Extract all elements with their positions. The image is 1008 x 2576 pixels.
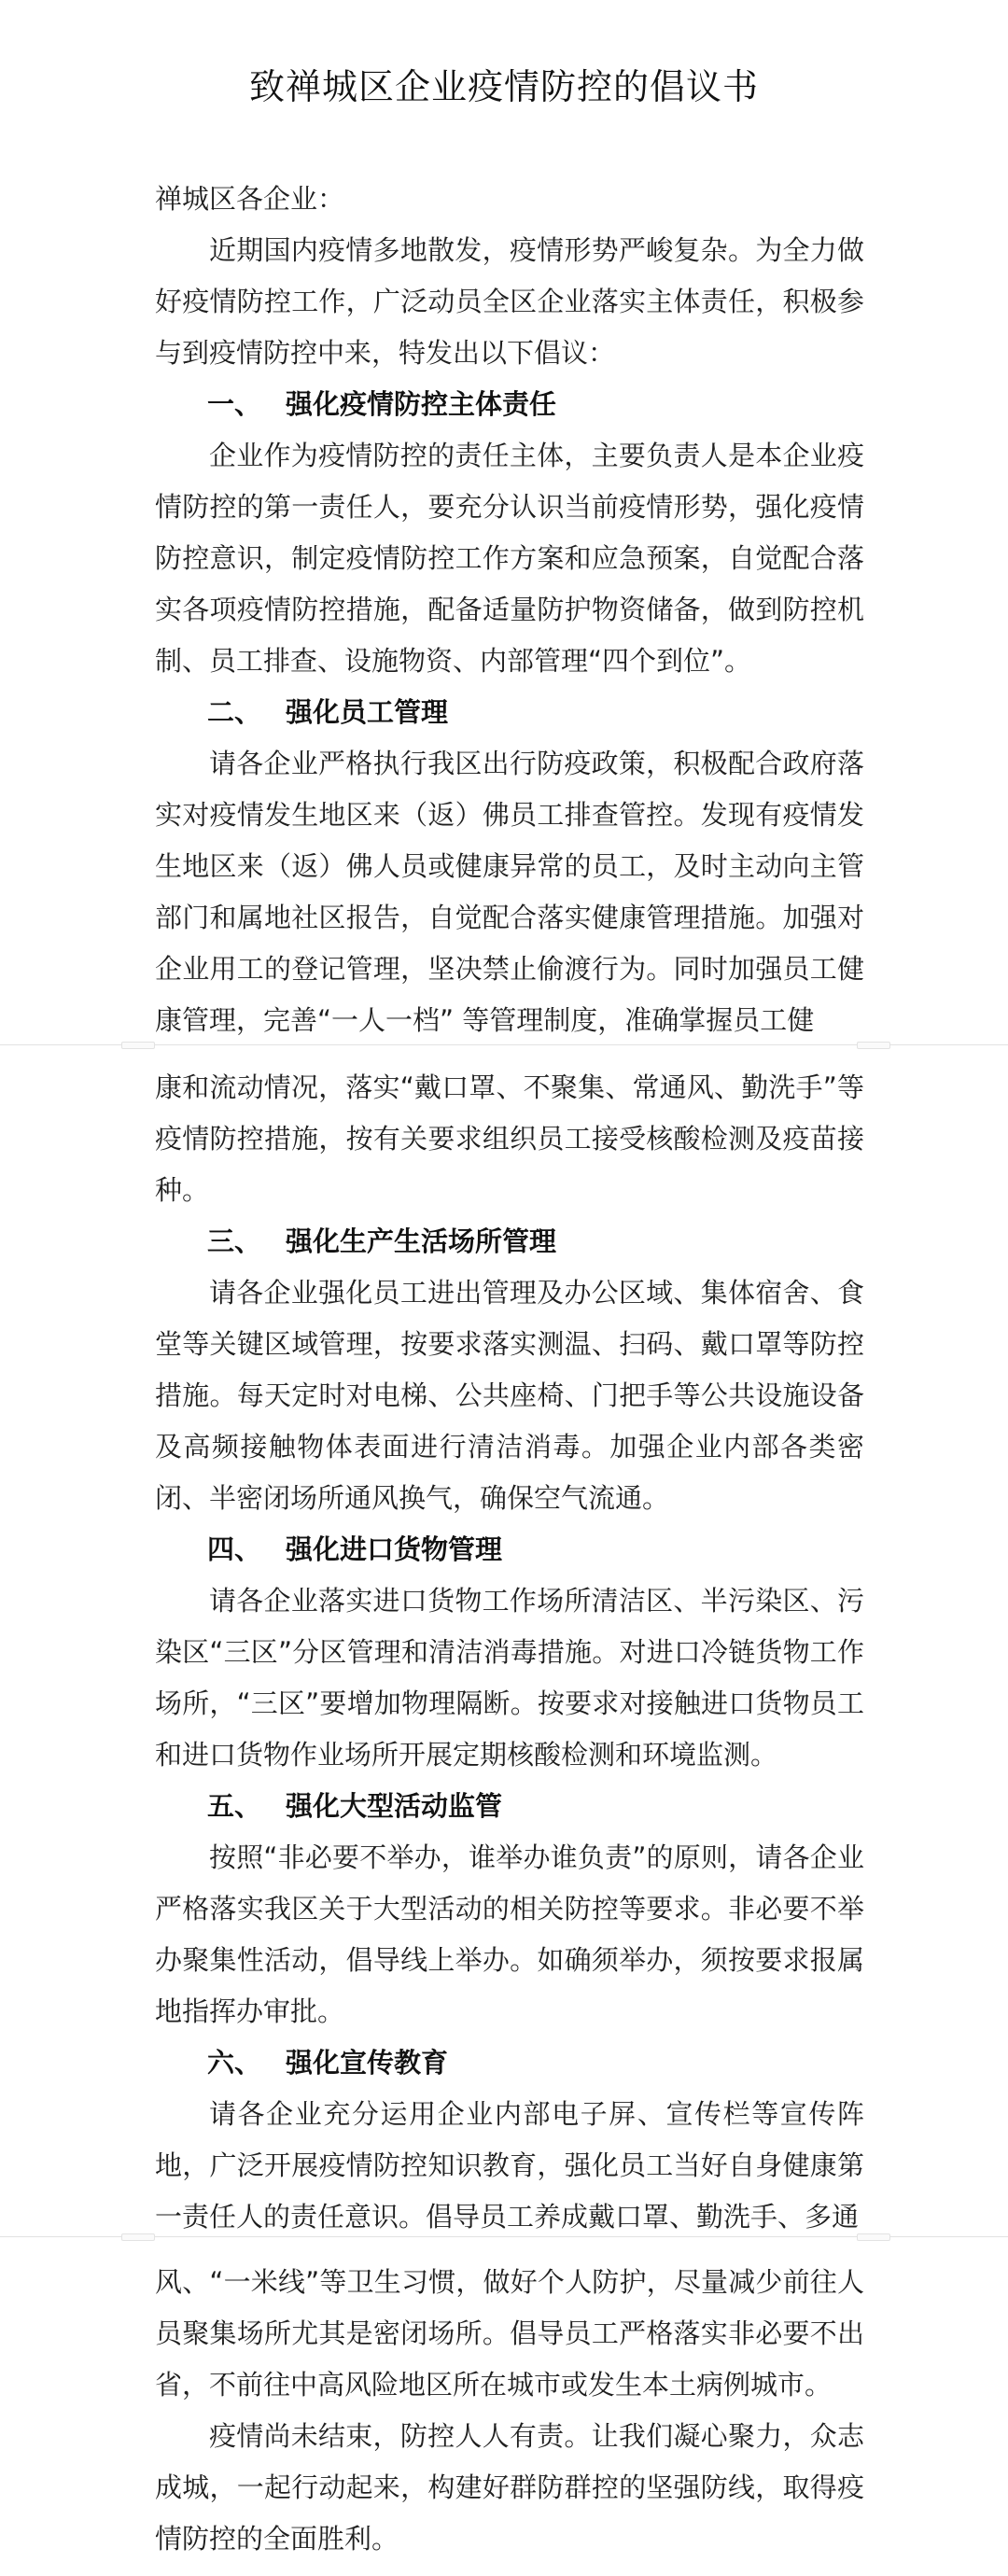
salutation: 禅城区各企业： — [155, 183, 345, 215]
section-heading-6 — [155, 2037, 864, 2089]
section-title: 强化疫情防控主体责任 — [286, 388, 557, 420]
page-break-marker — [857, 2233, 890, 2241]
section-body-4: 请各企业落实进口货物工作场所清洁区、半污染区、污染区“三区”分区管理和清洁消毒措施。对进口冷链货物工作场所，“三区”要增加物理隔断。按要求对接触进口货物员工和进口货物作业场所开展定期核酸检测和环境监测。 — [155, 1585, 864, 1771]
section-title: 强化生产生活场所管理 — [286, 1225, 557, 1257]
section-title: 强化员工管理 — [286, 696, 449, 728]
closing-paragraph: 疫情尚未结束，防控人人有责。让我们凝心聚力，众志成城，一起行动起来，构建好群防群控的坚强防线，取得疫情防控的全面胜利。 — [155, 2420, 864, 2555]
document-body-block-3 — [155, 2257, 864, 2565]
document-body-block-1 — [155, 174, 864, 1046]
section-heading-1 — [155, 379, 864, 430]
document-title: 致禅城区企业疫情防控的倡议书 — [248, 66, 759, 107]
section-body-3: 请各企业强化员工进出管理及办公区域、集体宿舍、食堂等关键区域管理，按要求落实测温、扫码、戴口罩等防控措施。每天定时对电梯、公共座椅、门把手等公共设施设备及高频接触物体表面进行清洁消毒。加强企业内部各类密闭、半密闭场所通风换气，确保空气流通。 — [155, 1277, 864, 1514]
section-body-1: 企业作为疫情防控的责任主体，主要负责人是本企业疫情防控的第一责任人，要充分认识当前疫情形势，强化疫情防控意识，制定疫情防控工作方案和应急预案，自觉配合落实各项疫情防控措施，配备适量防护物资储备，做到防控机制、员工排查、设施物资、内部管理“四个到位”。 — [155, 440, 864, 677]
section-number: 一、 — [207, 388, 262, 420]
section-title: 强化进口货物管理 — [286, 1533, 503, 1565]
page-break-marker — [857, 1042, 890, 1049]
section-body-2-part2: 康和流动情况，落实“戴口罩、不聚集、常通风、勤洗手”等疫情防控措施，按有关要求组织员工接受核酸检测及疫苗接种。 — [155, 1071, 864, 1206]
section-heading-4 — [155, 1524, 864, 1575]
document-body-block-2 — [155, 1062, 864, 2243]
page-break-divider — [0, 2236, 1008, 2237]
section-heading-2 — [155, 687, 864, 738]
section-title: 强化大型活动监管 — [286, 1790, 503, 1822]
section-number: 六、 — [207, 2047, 262, 2079]
section-title: 强化宣传教育 — [286, 2047, 449, 2079]
section-number: 三、 — [207, 1225, 262, 1257]
section-body-5: 按照“非必要不举办，谁举办谁负责”的原则，请各企业严格落实我区关于大型活动的相关防控等要求。非必要不举办聚集性活动，倡导线上举办。如确须举办，须按要求报属地指挥办审批。 — [155, 1841, 864, 2027]
section-heading-3 — [155, 1216, 864, 1267]
page-break-marker — [121, 1042, 155, 1049]
section-heading-5 — [155, 1781, 864, 1832]
section-number: 五、 — [207, 1790, 262, 1822]
section-body-6-part1: 请各企业充分运用企业内部电子屏、宣传栏等宣传阵地，广泛开展疫情防控知识教育，强化员工当好自身健康第一责任人的责任意识。倡导员工养成戴口罩、勤洗手、多通 — [155, 2098, 864, 2233]
page-break-divider — [0, 1044, 1008, 1045]
section-body-2-part1: 请各企业严格执行我区出行防疫政策，积极配合政府落实对疫情发生地区来（返）佛员工排查管控。发现有疫情发生地区来（返）佛人员或健康异常的员工，及时主动向主管部门和属地社区报告，自觉配合落实健康管理措施。加强对企业用工的登记管理，坚决禁止偷渡行为。同时加强员工健康管理，完善“一人一档” 等管理制度，准确掌握员工健 — [155, 748, 864, 1036]
section-number: 二、 — [207, 696, 262, 728]
section-body-6-part2: 风、“一米线”等卫生习惯，做好个人防护，尽量减少前往人员聚集场所尤其是密闭场所。倡导员工严格落实非必要不出省，不前往中高风险地区所在城市或发生本土病例城市。 — [155, 2266, 864, 2401]
section-number: 四、 — [207, 1533, 262, 1565]
page-break-marker — [121, 2233, 155, 2241]
intro-paragraph: 近期国内疫情多地散发，疫情形势严峻复杂。为全力做好疫情防控工作，广泛动员全区企业落实主体责任，积极参与到疫情防控中来，特发出以下倡议： — [155, 234, 864, 369]
